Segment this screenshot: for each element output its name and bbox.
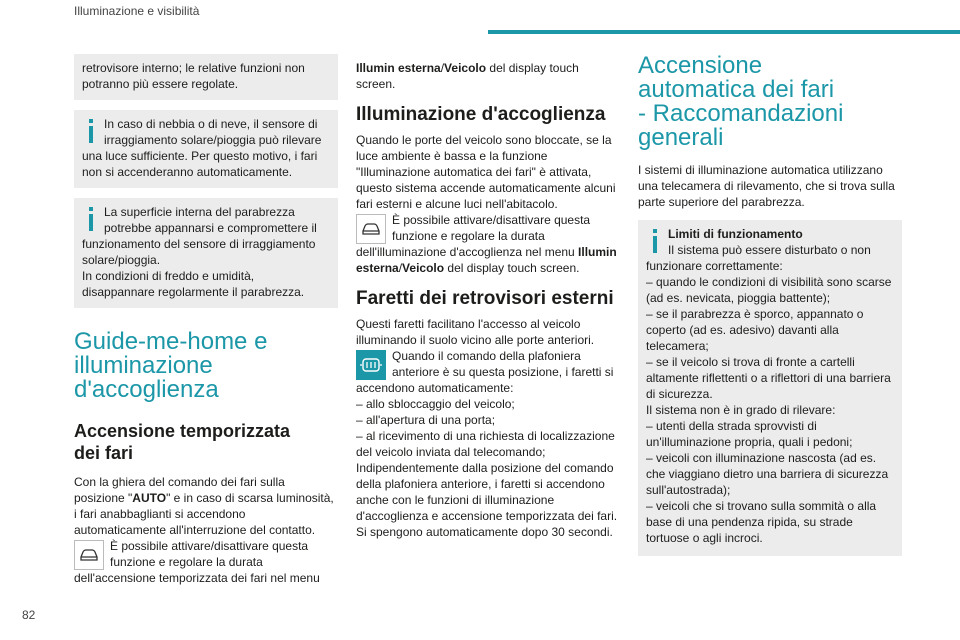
- list-item: – utenti della strada sprovvisti di un'illuminazione propria, quali i pedoni;: [646, 419, 853, 449]
- list-item: – quando le condizioni di visibilità sono scarse (ad es. nevicata, pioggia battente);: [646, 275, 892, 305]
- info-box-limits: [638, 220, 902, 556]
- paragraph: Questi faretti facilitano l'accesso al veicolo illuminando il suolo vicino alle porte anteriori.: [356, 317, 595, 347]
- section-title: Accensione automatica dei fari - Raccomandazioni generali: [638, 52, 844, 151]
- info-icon: [86, 207, 96, 231]
- info-text: Il sistema non è in grado di rilevare:: [646, 403, 836, 417]
- info-box-fog: [74, 110, 338, 188]
- list-item: – se il parabrezza è sporco, appannato o coperto (ad es. adesivo) davanti alla telecamera;: [646, 307, 864, 353]
- settings-note: [356, 212, 620, 276]
- subsection-title: Accensione temporizzata dei fari: [74, 421, 291, 463]
- page-number: 82: [22, 608, 36, 622]
- settings-note: [74, 538, 338, 586]
- subsection-title: Faretti dei retrovisori esterni: [356, 288, 614, 309]
- list-item: – se il veicolo si trova di fronte a cartelli altamente riflettenti o a riflettori di una barriera di sicurezza.: [646, 355, 891, 401]
- running-header: Illuminazione e visibilità: [74, 4, 200, 18]
- car-settings-icon: [356, 214, 386, 244]
- paragraph: Illumin esterna/Veicolo del display touch screen.: [356, 61, 579, 91]
- column-3: [638, 54, 902, 566]
- courtesy-lamp-icon: [356, 350, 386, 380]
- section-title: Guide-me-home e illuminazione d'accoglienza: [74, 328, 268, 403]
- paragraph: Quando le porte del veicolo sono bloccate, se la luce ambiente è bassa e la funzione "Illuminazione automatica dei fari" è attivata, questo sistema accende automaticamente alcuni fari esterni e alcune luci nell'abitacolo.: [356, 133, 616, 211]
- column-1: [74, 54, 338, 586]
- info-text: In condizioni di freddo e umidità, disappannare regolarmente il parabrezza.: [82, 269, 305, 299]
- list-item: – all'apertura di una porta;: [356, 413, 496, 427]
- column-2: [356, 54, 620, 540]
- info-text: Il sistema può essere disturbato o non funzionare correttamente:: [646, 243, 871, 273]
- paragraph: È possibile attivare/disattivare questa funzione e regolare la durata dell'illuminazione d'accoglienza nel menu Illumin esterna/Veicolo del display touch screen.: [356, 213, 617, 275]
- subsection-title: Illuminazione d'accoglienza: [356, 104, 606, 125]
- info-text: La superficie interna del parabrezza potrebbe appannarsi e compromettere il funzionamento del sensore di irraggiamento solare/pioggia.: [82, 205, 317, 267]
- info-icon: [650, 229, 660, 253]
- note-box-continued: [74, 54, 338, 100]
- lamp-note: [356, 348, 620, 396]
- paragraph: I sistemi di illuminazione automatica utilizzano una telecamera di rilevamento, che si trova sulla parte superiore del parabrezza.: [638, 163, 895, 209]
- paragraph: È possibile attivare/disattivare questa funzione e regolare la durata dell'accensione temporizzata dei fari nel menu: [74, 539, 320, 585]
- list-item: – veicoli che si trovano sulla sommità o alla base di una pendenza ripida, su strade tortuose o agli incroci.: [646, 499, 877, 545]
- info-text: In caso di nebbia o di neve, il sensore di irraggiamento solare/pioggia può rilevare una luce sufficiente. Per questo motivo, i fari non si accenderanno automaticamente.: [82, 117, 322, 179]
- note-text: retrovisore interno; le relative funzioni non potranno più essere regolate.: [82, 61, 305, 91]
- info-icon: [86, 119, 96, 143]
- header-accent-bar: [488, 30, 960, 34]
- car-settings-icon: [74, 540, 104, 570]
- paragraph: Indipendentemente dalla posizione del comando della plafoniera anteriore, i faretti si accendono anche con le funzioni di illuminazione d'accoglienza e accensione temporizzata dei fari. Si spengono automaticamente dopo 30 secondi.: [356, 461, 618, 539]
- list-item: – veicoli con illuminazione nascosta (ad es. che viaggiano dietro una barriera di sicurezza sull'autostrada);: [646, 451, 889, 497]
- box-title: Limiti di funzionamento: [668, 227, 803, 241]
- list-item: – al ricevimento di una richiesta di localizzazione del veicolo inviata dal telecomando;: [356, 429, 615, 459]
- info-box-windshield: [74, 198, 338, 308]
- paragraph: Con la ghiera del comando dei fari sulla posizione "AUTO" e in caso di scarsa luminosità, i fari anabbaglianti si accendono automaticamente all'interruzione del contatto.: [74, 475, 334, 537]
- list-item: – allo sbloccaggio del veicolo;: [356, 397, 515, 411]
- paragraph: Quando il comando della plafoniera anteriore è su questa posizione, i faretti si accendono automaticamente:: [356, 349, 614, 395]
